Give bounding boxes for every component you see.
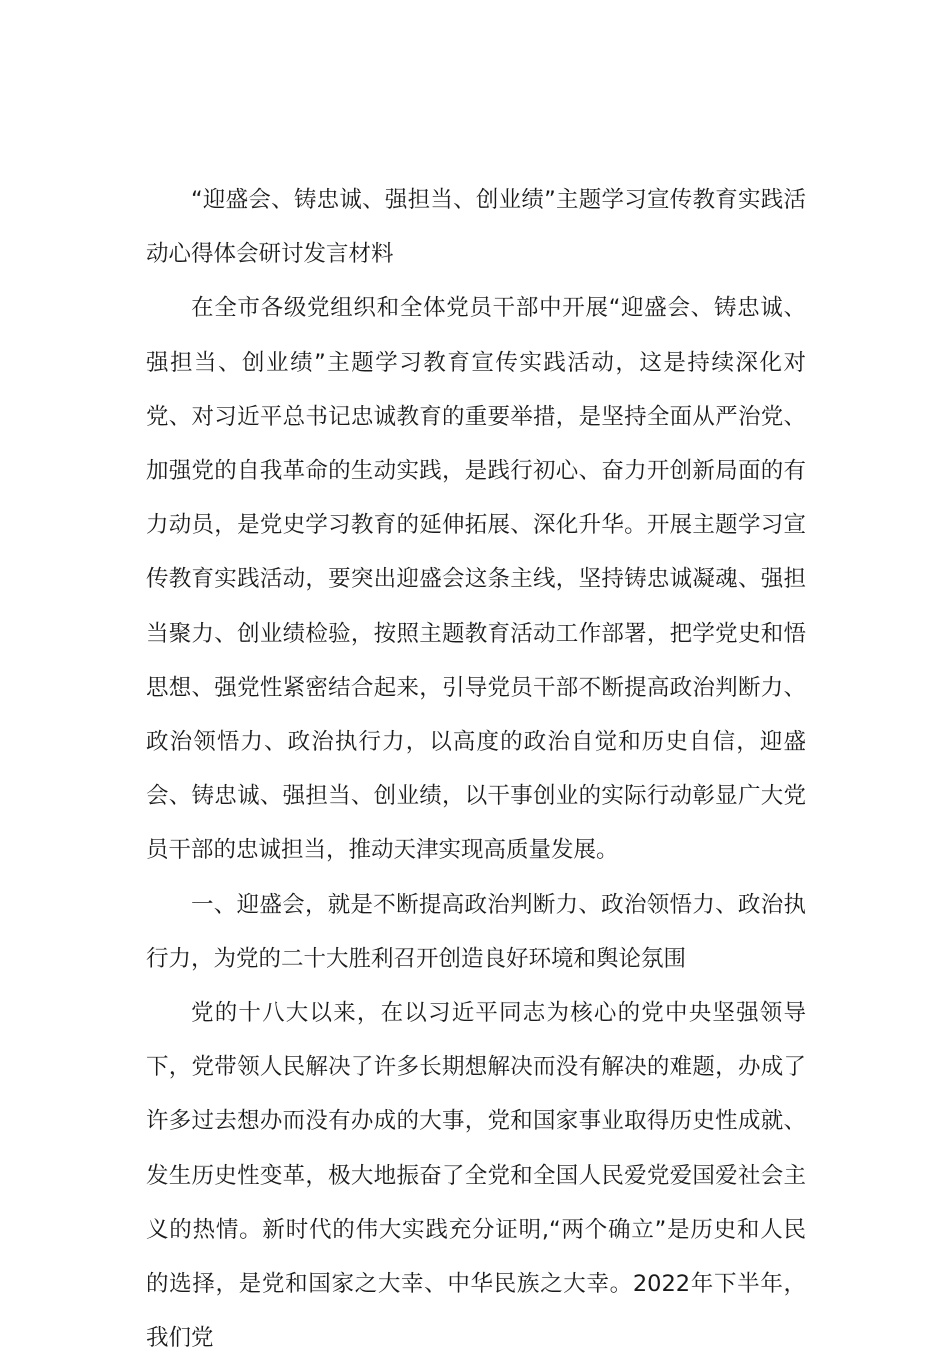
section-heading-1: 一、迎盛会，就是不断提高政治判断力、政治领悟力、政治执行力，为党的二十大胜利召开创造良好环境和舆论氛围 — [146, 891, 806, 972]
paragraph-section-1: 党的十八大以来，在以习近平同志为核心的党中央坚强领导下，党带领人民解决了许多长期想解决而没有解决的难题，办成了许多过去想办而没有办成的大事，党和国家事业取得历史性成就、发生历史性变革，极大地振奋了全党和全国人民爱党爱国爱社会主义的热情。新时代的伟大实践充分证明,“两个确立”是历史和人民的选择，是党和国家之大幸、中华民族之大幸。2022年下半年，我们党 — [146, 1000, 806, 1352]
document-body — [146, 173, 806, 1365]
paragraph-intro: 在全市各级党组织和全体党员干部中开展“迎盛会、铸忠诚、强担当、创业绩”主题学习教育宣传实践活动，这是持续深化对党、对习近平总书记忠诚教育的重要举措，是坚持全面从严治党、加强党的自我革命的生动实践，是践行初心、奋力开创新局面的有力动员，是党史学习教育的延伸拓展、深化升华。开展主题学习宣传教育实践活动，要突出迎盛会这条主线，坚持铸忠诚凝魂、强担当聚力、创业绩检验，按照主题教育活动工作部署，把学党史和悟思想、强党性紧密结合起来，引导党员干部不断提高政治判断力、政治领悟力、政治执行力，以高度的政治自觉和历史自信，迎盛会、铸忠诚、强担当、创业绩，以干事创业的实际行动彰显广大党员干部的忠诚担当，推动天津实现高质量发展。 — [146, 295, 806, 864]
document-title: “迎盛会、铸忠诚、强担当、创业绩”主题学习宣传教育实践活动心得体会研讨发言材料 — [146, 187, 806, 268]
